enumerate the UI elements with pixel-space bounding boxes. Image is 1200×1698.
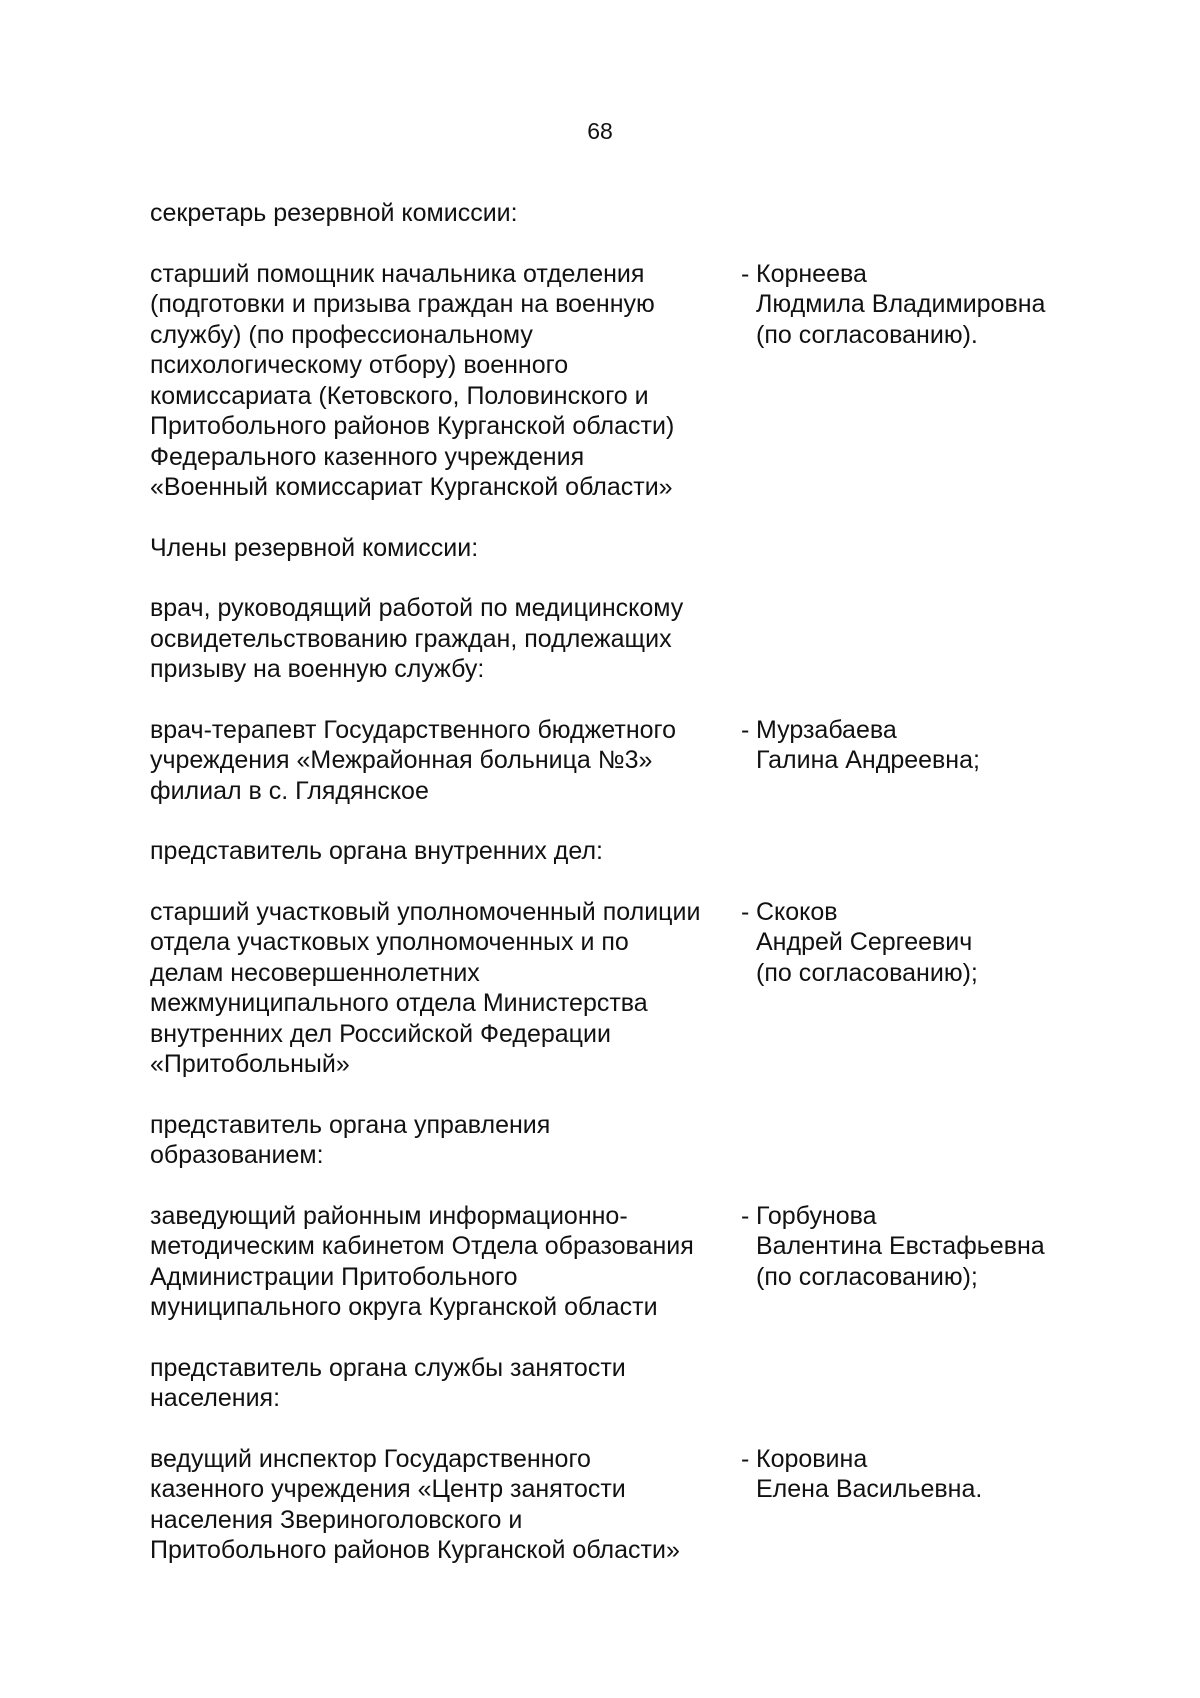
commission-list — [150, 198, 1070, 1566]
employment-position: ведущий инспектор Государственного казенного учреждения «Центр занятости населения Звериноголовского и Притобольного районов Курганской области» — [150, 1444, 680, 1564]
secretary-name: - Корнеева Людмила Владимировна (по согласованию). — [741, 259, 1046, 349]
secretary-position: старший помощник начальника отделения (подготовки и призыва граждан на военную службу) (по профессиональному психологическому отбору) военного комиссариата (Кетовского, Половинского и Притобольного районов Курганской области) Федерального казенного учреждения «Военный комиссариат Курганской области» — [150, 259, 675, 501]
education-position: заведующий районным информационно- методическим кабинетом Отдела образования Администрации Притобольного муниципального округа Курганской области — [150, 1201, 694, 1321]
doctor-heading: врач, руководящий работой по медицинскому освидетельствованию граждан, подлежащих призыву на военную службу: — [150, 594, 684, 683]
doctor-name: - Мурзабаева Галина Андреевна; — [741, 715, 980, 774]
doctor-position: врач-терапевт Государственного бюджетного учреждения «Межрайонная больница №3» филиал в с. Глядянское — [150, 715, 677, 805]
dash: - — [741, 715, 750, 744]
dash: - — [741, 259, 750, 288]
doctor-entry — [150, 715, 1070, 807]
dash: - — [741, 1444, 750, 1473]
dash: - — [741, 1201, 750, 1230]
education-entry — [150, 1201, 1070, 1323]
police-entry — [150, 897, 1070, 1080]
secretary-heading: секретарь резервной комиссии: — [150, 199, 518, 227]
employment-heading: представитель органа службы занятости населения: — [150, 1353, 626, 1412]
police-heading: представитель органа внутренних дел: — [150, 837, 604, 865]
page-number: 68 — [587, 118, 613, 144]
dash: - — [741, 897, 750, 926]
police-position: старший участковый уполномоченный полиции отдела участковых уполномоченных и по делам несовершеннолетних межмуниципального отдела Министерства внутренних дел Российской Федерации «Притобольный» — [150, 897, 701, 1078]
secretary-entry — [150, 259, 1070, 503]
employment-entry — [150, 1444, 1070, 1566]
employment-name: - Коровина Елена Васильевна. — [741, 1444, 983, 1503]
members-heading: Члены резервной комиссии: — [150, 533, 479, 562]
education-heading: представитель органа управления образованием: — [150, 1110, 551, 1169]
education-name: - Горбунова Валентина Евстафьевна (по согласованию); — [741, 1201, 1045, 1291]
police-name: - Скоков Андрей Сергеевич (по согласованию); — [741, 897, 978, 987]
